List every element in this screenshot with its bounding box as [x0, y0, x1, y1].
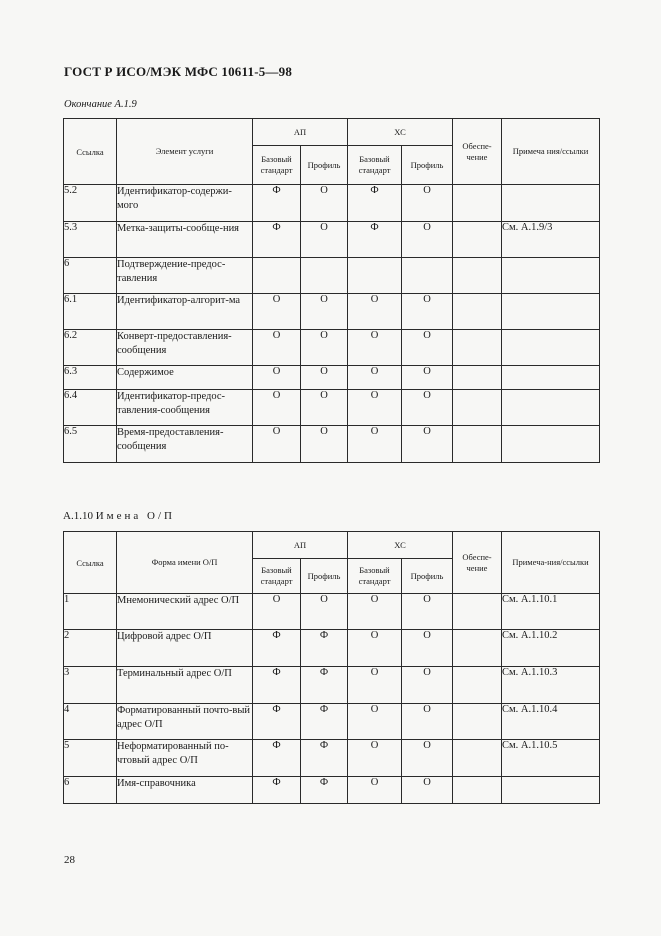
- header-profile-ap: Профиль: [301, 559, 348, 594]
- cell-element-name: Идентификатор-алгорит-ма: [117, 294, 253, 330]
- cell-xs-base: О: [348, 330, 402, 366]
- cell-note: См. А.1.9/3: [502, 222, 600, 258]
- header-base-std-ap: Базовый стандарт: [253, 146, 301, 185]
- cell-provision: [453, 294, 502, 330]
- header-ref: Ссылка: [64, 532, 117, 594]
- cell-xs-base: О: [348, 294, 402, 330]
- cell-xs-base: О: [348, 390, 402, 426]
- cell-ap-base: О: [253, 426, 301, 463]
- cell-element-name: Цифровой адрес О/П: [117, 630, 253, 667]
- cell-ap-base: Ф: [253, 740, 301, 777]
- cell-xs-base: О: [348, 426, 402, 463]
- header-ap: АП: [253, 532, 348, 559]
- cell-provision: [453, 366, 502, 390]
- cell-element-name: Неформатированный по-чтовый адрес О/П: [117, 740, 253, 777]
- cell-note: [502, 294, 600, 330]
- table-row: [64, 740, 600, 777]
- table-row: [64, 390, 600, 426]
- page-number: 28: [64, 854, 75, 866]
- cell-ap-profile: Ф: [301, 740, 348, 777]
- cell-xs-base: О: [348, 704, 402, 740]
- header-base-std-ap: Базовый стандарт: [253, 559, 301, 594]
- cell-ap-profile: О: [301, 426, 348, 463]
- header-element: Элемент услуги: [117, 119, 253, 185]
- cell-provision: [453, 777, 502, 804]
- header-ref: Ссылка: [64, 119, 117, 185]
- header-profile-ap: Профиль: [301, 146, 348, 185]
- cell-ap-profile: О: [301, 222, 348, 258]
- cell-element-name: Терминальный адрес О/П: [117, 667, 253, 704]
- cell-ref: 6.5: [64, 426, 117, 463]
- cell-xs-profile: О: [402, 366, 453, 390]
- cell-xs-base: Ф: [348, 185, 402, 222]
- cell-note: [502, 185, 600, 222]
- cell-ap-base: О: [253, 330, 301, 366]
- cell-element-name: Время-предоставления-сообщения: [117, 426, 253, 463]
- table-row: [64, 594, 600, 630]
- cell-ref: 6.3: [64, 366, 117, 390]
- table-row: [64, 366, 600, 390]
- cell-ref: 5.3: [64, 222, 117, 258]
- cell-ap-profile: О: [301, 366, 348, 390]
- cell-ap-base: Ф: [253, 185, 301, 222]
- cell-ap-base: О: [253, 366, 301, 390]
- cell-provision: [453, 704, 502, 740]
- cell-xs-profile: О: [402, 630, 453, 667]
- cell-xs-profile: О: [402, 594, 453, 630]
- cell-provision: [453, 594, 502, 630]
- cell-ref: 5: [64, 740, 117, 777]
- cell-provision: [453, 740, 502, 777]
- cell-ap-base: Ф: [253, 222, 301, 258]
- cell-ap-profile: О: [301, 294, 348, 330]
- cell-note: См. А.1.10.2: [502, 630, 600, 667]
- table-row: [64, 667, 600, 704]
- table-row: [64, 258, 600, 294]
- cell-ref: 6.2: [64, 330, 117, 366]
- cell-ap-profile: Ф: [301, 704, 348, 740]
- cell-element-name: Идентификатор-предос-тавления-сообщения: [117, 390, 253, 426]
- cell-element-name: Метка-защиты-сообще-ния: [117, 222, 253, 258]
- cell-xs-profile: [402, 258, 453, 294]
- table-row: [64, 222, 600, 258]
- header-base-std-xs: Базовый стандарт: [348, 559, 402, 594]
- cell-element-name: Конверт-предоставления-сообщения: [117, 330, 253, 366]
- cell-element-name: Подтверждение-предос-тавления: [117, 258, 253, 294]
- cell-note: [502, 366, 600, 390]
- cell-provision: [453, 630, 502, 667]
- header-element: Форма имени О/П: [117, 532, 253, 594]
- cell-xs-base: О: [348, 667, 402, 704]
- cell-xs-profile: О: [402, 185, 453, 222]
- cell-note: См. А.1.10.5: [502, 740, 600, 777]
- cell-xs-base: О: [348, 630, 402, 667]
- cell-ap-profile: Ф: [301, 777, 348, 804]
- cell-xs-profile: О: [402, 426, 453, 463]
- cell-xs-profile: О: [402, 777, 453, 804]
- cell-ap-profile: [301, 258, 348, 294]
- header-notes: Примеча-ния/ссылки: [502, 532, 600, 594]
- cell-provision: [453, 258, 502, 294]
- cell-xs-base: Ф: [348, 222, 402, 258]
- header-xs: ХС: [348, 532, 453, 559]
- cell-xs-profile: О: [402, 704, 453, 740]
- cell-ref: 4: [64, 704, 117, 740]
- table-row: [64, 426, 600, 463]
- cell-xs-profile: О: [402, 294, 453, 330]
- cell-note: [502, 777, 600, 804]
- cell-element-name: Имя-справочника: [117, 777, 253, 804]
- cell-element-name: Мнемонический адрес О/П: [117, 594, 253, 630]
- cell-ap-profile: О: [301, 390, 348, 426]
- cell-ref: 2: [64, 630, 117, 667]
- services-table: [63, 118, 600, 463]
- cell-xs-base: О: [348, 740, 402, 777]
- table-row: [64, 294, 600, 330]
- header-ap: АП: [253, 119, 348, 146]
- cell-ap-profile: О: [301, 330, 348, 366]
- header-profile-xs: Профиль: [402, 559, 453, 594]
- cell-xs-profile: О: [402, 390, 453, 426]
- header-profile-xs: Профиль: [402, 146, 453, 185]
- cell-element-name: Идентификатор-содержи-мого: [117, 185, 253, 222]
- cell-xs-profile: О: [402, 740, 453, 777]
- cell-ref: 6.1: [64, 294, 117, 330]
- cell-provision: [453, 222, 502, 258]
- cell-provision: [453, 426, 502, 463]
- cell-xs-base: [348, 258, 402, 294]
- header-xs: ХС: [348, 119, 453, 146]
- cell-ap-profile: О: [301, 185, 348, 222]
- header-provision: Обеспе-чение: [453, 119, 502, 185]
- document-title: ГОСТ Р ИСО/МЭК МФС 10611-5—98: [64, 64, 293, 79]
- cell-ref: 6: [64, 258, 117, 294]
- table-row: [64, 630, 600, 667]
- cell-ap-profile: Ф: [301, 630, 348, 667]
- cell-ap-profile: О: [301, 594, 348, 630]
- cell-element-name: Форматированный почто-вый адрес О/П: [117, 704, 253, 740]
- cell-xs-base: О: [348, 594, 402, 630]
- cell-ap-base: Ф: [253, 777, 301, 804]
- cell-ap-base: О: [253, 594, 301, 630]
- cell-provision: [453, 330, 502, 366]
- cell-ap-base: Ф: [253, 667, 301, 704]
- cell-xs-profile: О: [402, 222, 453, 258]
- cell-note: [502, 330, 600, 366]
- cell-provision: [453, 185, 502, 222]
- cell-note: [502, 426, 600, 463]
- cell-ap-base: О: [253, 294, 301, 330]
- cell-ap-profile: Ф: [301, 667, 348, 704]
- table2-caption-number: А.1.10: [63, 510, 93, 522]
- header-notes: Примеча ния/ссылки: [502, 119, 600, 185]
- cell-ap-base: О: [253, 390, 301, 426]
- cell-note: См. А.1.10.3: [502, 667, 600, 704]
- cell-ref: 6: [64, 777, 117, 804]
- cell-ref: 1: [64, 594, 117, 630]
- cell-ref: 5.2: [64, 185, 117, 222]
- cell-ref: 6.4: [64, 390, 117, 426]
- header-provision: Обеспе-чение: [453, 532, 502, 594]
- cell-ref: 3: [64, 667, 117, 704]
- cell-xs-base: О: [348, 777, 402, 804]
- cell-xs-profile: О: [402, 667, 453, 704]
- table2-caption: [63, 510, 175, 522]
- cell-ap-base: [253, 258, 301, 294]
- cell-note: [502, 390, 600, 426]
- cell-provision: [453, 667, 502, 704]
- cell-note: См. А.1.10.4: [502, 704, 600, 740]
- cell-element-name: Содержимое: [117, 366, 253, 390]
- cell-xs-base: О: [348, 366, 402, 390]
- cell-ap-base: Ф: [253, 704, 301, 740]
- table1-caption: Окончание А.1.9: [64, 99, 137, 110]
- header-base-std-xs: Базовый стандарт: [348, 146, 402, 185]
- cell-ap-base: Ф: [253, 630, 301, 667]
- cell-xs-profile: О: [402, 330, 453, 366]
- table2-caption-title: Имена О/П: [95, 510, 175, 522]
- names-table: [63, 531, 600, 804]
- cell-provision: [453, 390, 502, 426]
- table-row: [64, 330, 600, 366]
- table-row: [64, 777, 600, 804]
- cell-note: [502, 258, 600, 294]
- table-row: [64, 185, 600, 222]
- cell-note: См. А.1.10.1: [502, 594, 600, 630]
- table-row: [64, 704, 600, 740]
